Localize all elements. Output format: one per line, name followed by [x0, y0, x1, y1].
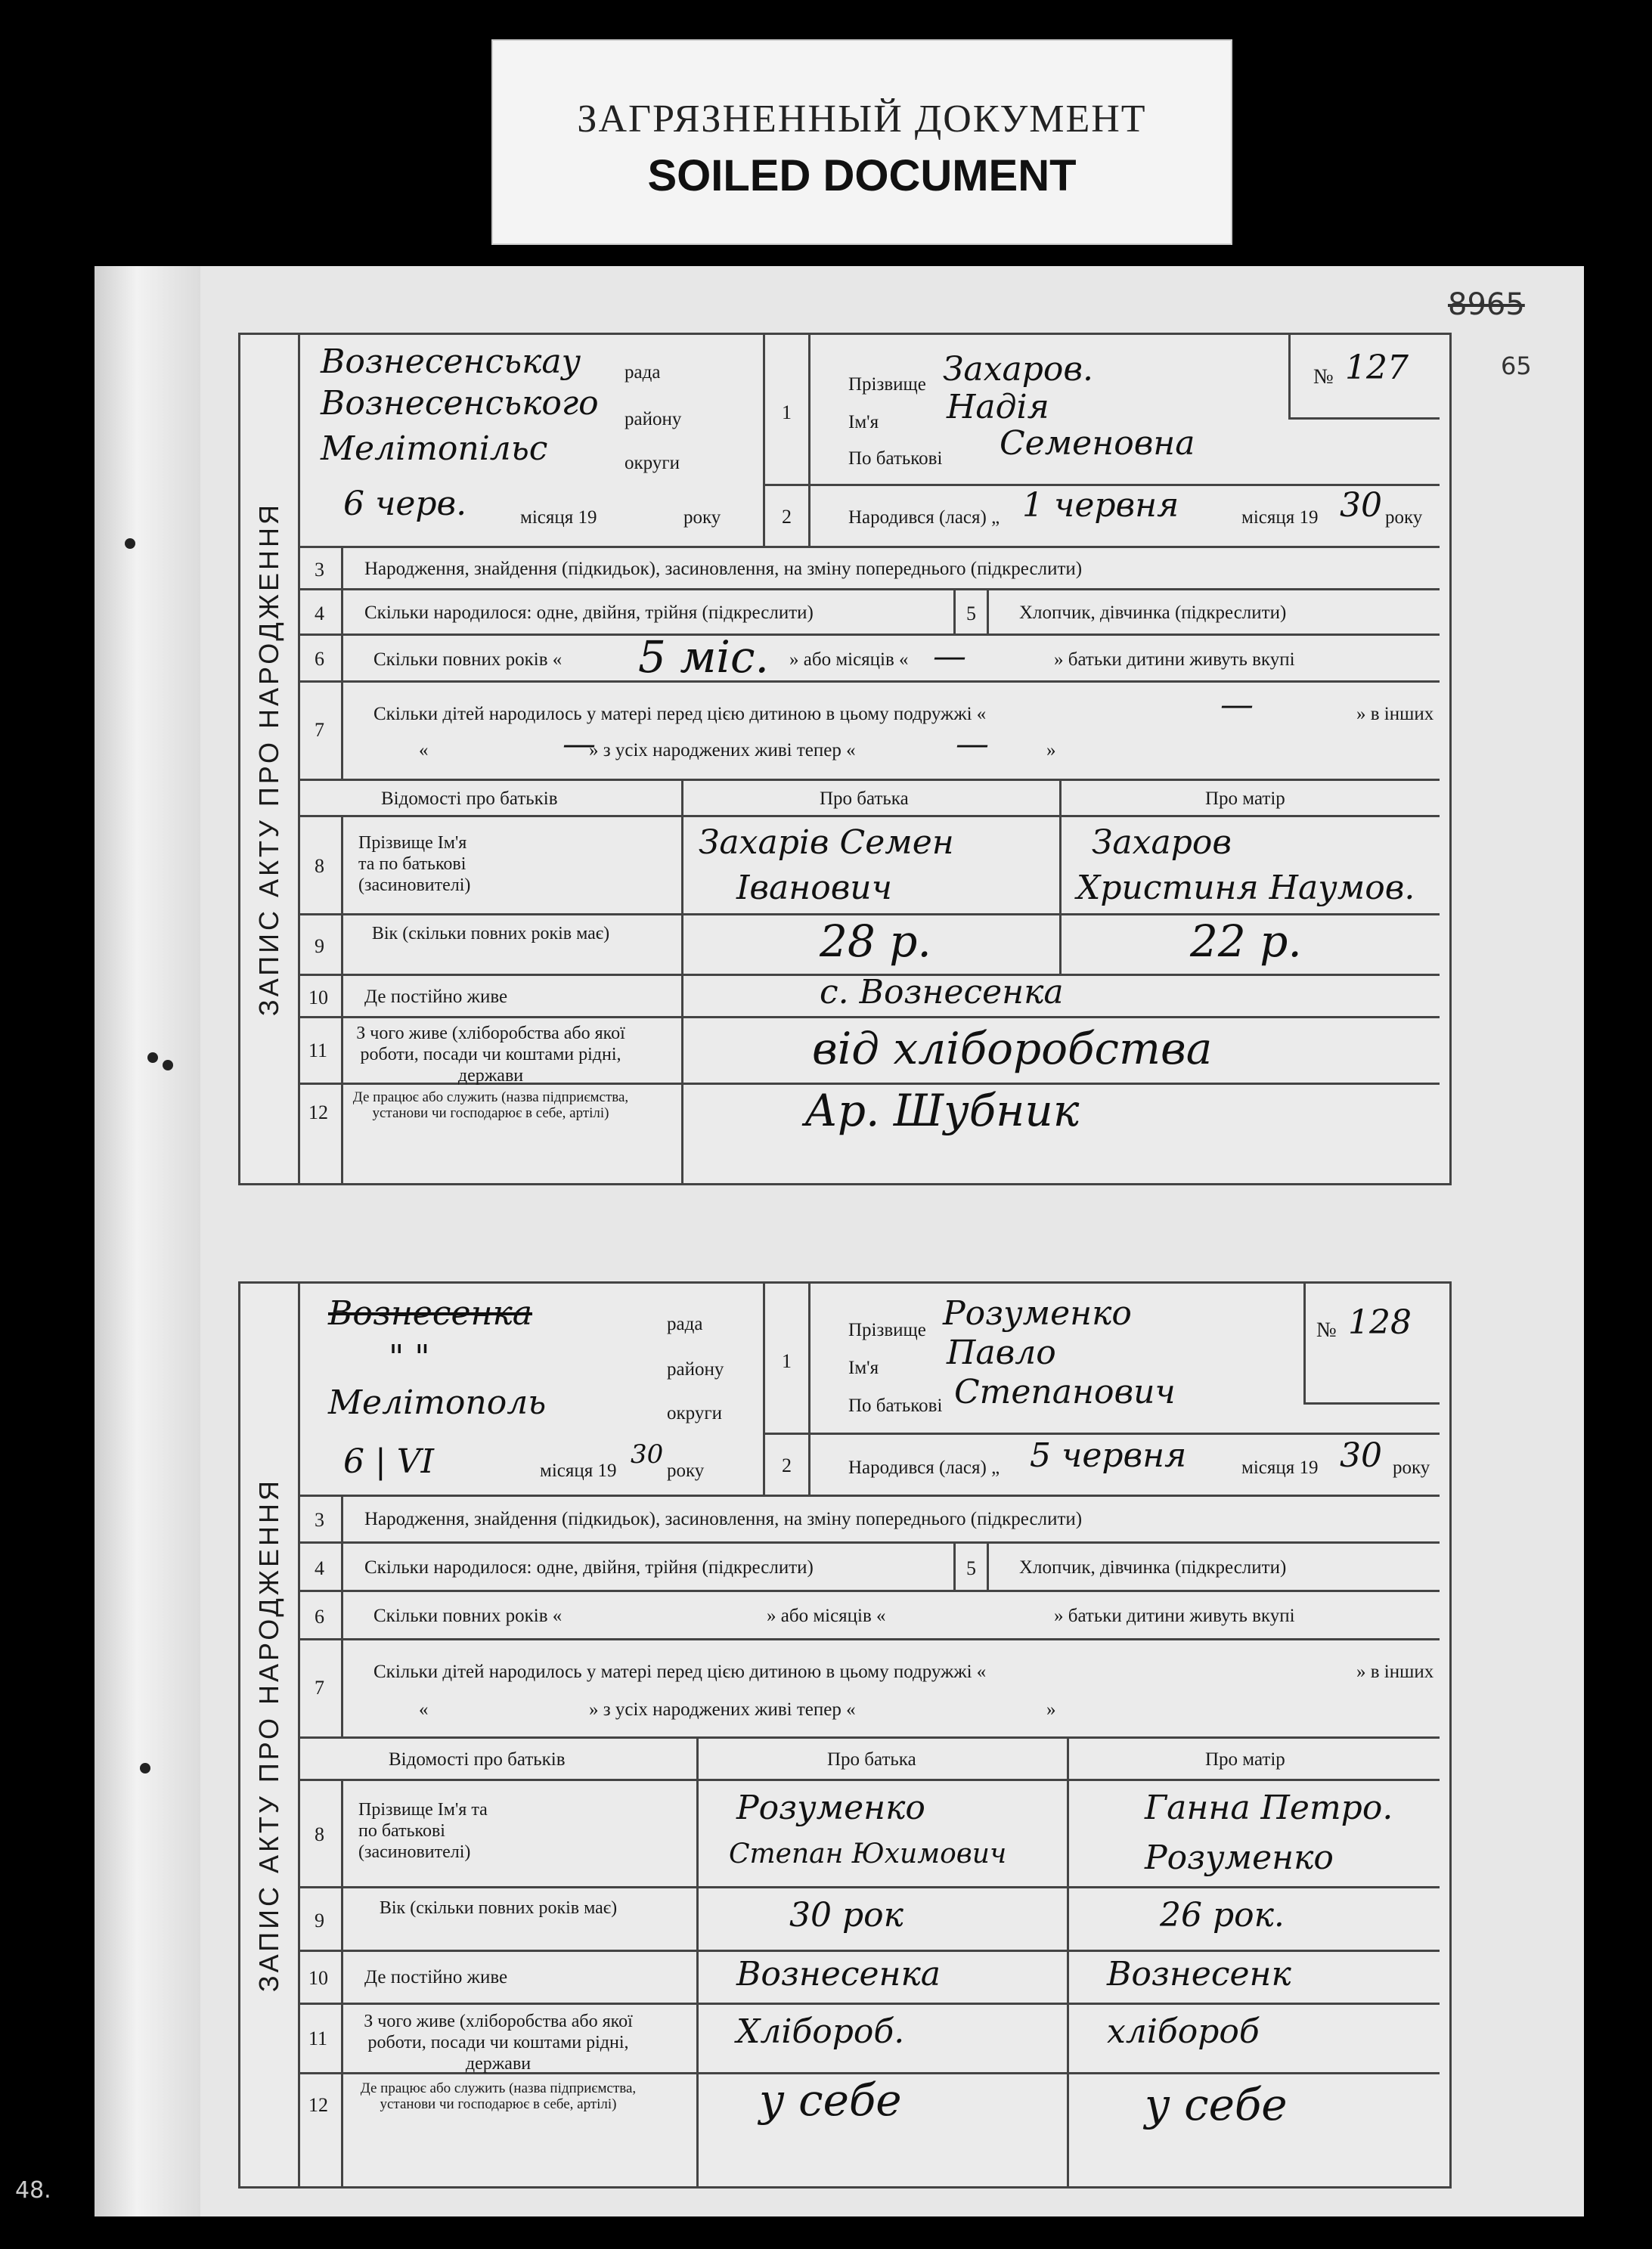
about-mother-header: Про матір	[1205, 788, 1285, 809]
father-age-value: 30 рок	[789, 1896, 903, 1935]
soiled-document-banner	[491, 39, 1232, 245]
punch-hole	[140, 1763, 150, 1773]
record-number-box: № 128	[1303, 1284, 1440, 1405]
child-surname-value: Розуменко	[943, 1294, 1132, 1333]
mother-age-value: 26 рок.	[1160, 1896, 1285, 1935]
registration-date-value: 6 черв.	[343, 485, 467, 523]
punch-hole	[163, 1060, 173, 1070]
row6-cell: Скільки повних років « 5 міс. » або місяців « — » батьки дитини живуть вкупі	[343, 636, 1440, 683]
father-livelihood-value: Хлібороб.	[736, 2012, 905, 2051]
child-name-value: Надія	[947, 388, 1049, 426]
rada-value: Вознесенка	[328, 1294, 533, 1333]
rayon-value: Вознесенського	[321, 384, 599, 423]
row5-label: Хлопчик, дівчинка (підкреслити)	[1019, 603, 1287, 623]
birth-date-cell: Народився (лася) „ 1 червня місяця 19 30 року	[811, 486, 1440, 548]
okrug-label: округи	[625, 453, 680, 473]
rayon-value: " "	[389, 1338, 430, 1377]
banner-russian-text: ЗАГРЯЗНЕННЫЙ ДОКУМЕНТ	[577, 98, 1147, 141]
child-patronymic-value: Степанович	[954, 1373, 1176, 1411]
record-number-box: № 127	[1288, 335, 1440, 420]
punch-hole	[125, 538, 135, 549]
registration-place-cell	[298, 335, 765, 548]
father-name-cell: Розуменко Степан Юхимович	[699, 1781, 1069, 1888]
mother-work-value: у себе	[1145, 2079, 1288, 2130]
row3-label: Народження, знайдення (підкидьок), засиновлення, на зміну попереднього (підкреслити)	[364, 559, 1083, 579]
film-frame-number: 48.	[15, 2177, 51, 2204]
year-label: року	[683, 507, 721, 528]
punch-hole	[147, 1052, 158, 1063]
child-name-value: Павло	[947, 1334, 1056, 1372]
birth-date-cell: Народився (лася) „ 5 червня місяця 19 30 року	[811, 1435, 1440, 1497]
child-name-cell: Прізвище Захаров. Ім'я Надія По батькові Семеновна	[811, 335, 1440, 486]
mother-residence-value: Вознесенк	[1107, 1955, 1291, 1993]
mother-name-cell: Ганна Петро. Розуменко	[1069, 1781, 1440, 1888]
rada-value: Вознесенськау	[321, 342, 581, 381]
page-number-side: 65	[1501, 352, 1532, 380]
banner-english-text: SOILED DOCUMENT	[647, 151, 1077, 200]
children-other-value: —	[563, 725, 596, 764]
child-name-cell: Прізвище Розуменко Ім'я Павло По батькові Степанович	[811, 1284, 1440, 1435]
record-number-value: 127	[1345, 349, 1409, 387]
record-side-title: ЗАПИС АКТУ ПРО НАРОДЖЕННЯ	[240, 335, 300, 1183]
birth-record-127: ЗАПИС АКТУ ПРО НАРОДЖЕННЯ Вознесенськау рада Вознесенського району Мелітопільс округи 6 черв. місяця 19 року 1 Прізвище Захаров. Ім'я Надія По батькові Семеновна № 127 2 Народився (лася) „ 1 червня місяця 19 30 року 3 Народження, знайдення (підкидьок), засиновлення, на зміну попереднього (підкреслити) 4 Скільки народилося: одне, двійня, трійня (підкреслити) 5 Хлопчик, дівчинка (підкреслити) 6 Скільки повних років « 5 міс. » або місяців « — » батьки дитини живуть вкупі 7 Скільки дітей народилось у матері перед цією дитиною в цьому подружжі « — » в інших « — » з усіх народжених живі тепер « — » Відомості про батьків Про батька Про матір 8 Прізвище Ім'я та по батькові (засиновителі) Захарів Семен Іванович Захаров Христиня Наумов. 9 Вік (скільки повних років має) 28 р. 22 р. 10 Де постійно живе с. Вознесенка 11 З чого живе (хліборобства або якої роботи, посади чи коштами рідні, держави від хліборобства 12 Де працює або служить (назва підприємства, установи чи господарює в себе, артілі) Ар. Шубник	[238, 333, 1452, 1185]
mother-age-value: 22 р.	[1190, 915, 1302, 967]
row4-label: Скільки народилося: одне, двійня, трійня (підкреслити)	[364, 603, 814, 623]
record-number-value: 128	[1348, 1303, 1412, 1342]
registration-date-value: 6 | VI	[343, 1442, 434, 1481]
mother-livelihood-value: хлібороб	[1107, 2012, 1260, 2051]
months-together-value: —	[933, 637, 966, 676]
birth-day-value: 5 червня	[1030, 1436, 1187, 1475]
parents-info-header: Відомості про батьків	[381, 788, 558, 809]
father-name-cell: Захарів Семен Іванович	[683, 817, 1062, 915]
record-side-title: ЗАПИС АКТУ ПРО НАРОДЖЕННЯ	[240, 1284, 300, 2186]
birth-day-value: 1 червня	[1022, 486, 1179, 525]
birth-record-128: ЗАПИС АКТУ ПРО НАРОДЖЕННЯ Вознесенка рада " " району Мелітополь округи 6 | VI місяця 19 30 року 1 Прізвище Розуменко Ім'я Павло По батькові Степанович № 128 2 Народився (лася) „ 5 червня місяця 19 30 року 3 Народження, знайдення (підкидьок), засиновлення, на зміну попереднього (підкреслити) 4 Скільки народилося: одне, двійня, трійня (підкреслити) 5 Хлопчик, дівчинка (підкреслити) 6 Скільки повних років « » або місяців « » батьки дитини живуть вкупі 7 Скільки дітей народилось у матері перед цією дитиною в цьому подружжі « » в інших « » з усіх народжених живі тепер « » Відомості про батьків Про батька Про матір 8 Прізвище Ім'я та по батькові (засиновителі) Розуменко Степан Юхимович Ганна Петро. Розуменко 9 Вік (скільки повних років має) 30 рок 26 рок. 10 Де постійно живе Вознесенка Вознесенк 11 З чого живе (хліборобства або якої роботи, посади чи коштами рідні, держави Хлібороб. хлібороб 12 Де працює або служить (назва підприємства, установи чи господарює в себе, артілі) у себе у себе	[238, 1281, 1452, 2189]
rada-label: рада	[625, 362, 661, 383]
mother-name-cell: Захаров Христиня Наумов.	[1062, 817, 1440, 915]
livelihood-value: від хліборобства	[812, 1023, 1213, 1074]
children-before-value: —	[1220, 686, 1254, 724]
okrug-value: Мелітопільс	[321, 429, 548, 468]
alive-now-value: —	[956, 725, 989, 764]
work-value: Ар. Шубник	[804, 1085, 1080, 1136]
registration-place-cell: Вознесенка рада " " району Мелітополь округи 6 | VI місяця 19 30 року	[298, 1284, 765, 1497]
about-father-header: Про батька	[820, 788, 909, 809]
page-number: 8965	[1448, 287, 1525, 322]
binding-spine	[95, 266, 200, 2216]
row7-cell: Скільки дітей народилось у матері перед цією дитиною в цьому подружжі « — » в інших « — » з усіх народжених живі тепер « — »	[343, 683, 1440, 781]
birth-year-value: 30	[1340, 1436, 1382, 1475]
rayon-label: району	[625, 409, 682, 429]
child-patronymic-value: Семеновна	[1000, 424, 1195, 463]
okrug-value: Мелітополь	[328, 1383, 547, 1422]
father-work-value: у себе	[759, 2074, 902, 2126]
child-surname-value: Захаров.	[943, 350, 1093, 389]
r8-label: Прізвище Ім'я та по батькові (засиновителі)	[358, 833, 471, 895]
birth-year-value: 30	[1340, 486, 1382, 525]
father-age-value: 28 р.	[820, 915, 931, 967]
residence-value: с. Вознесенка	[820, 973, 1064, 1011]
years-together-value: 5 міс.	[638, 631, 769, 683]
month-label: місяця 19	[520, 507, 597, 528]
father-residence-value: Вознесенка	[736, 1955, 941, 1993]
